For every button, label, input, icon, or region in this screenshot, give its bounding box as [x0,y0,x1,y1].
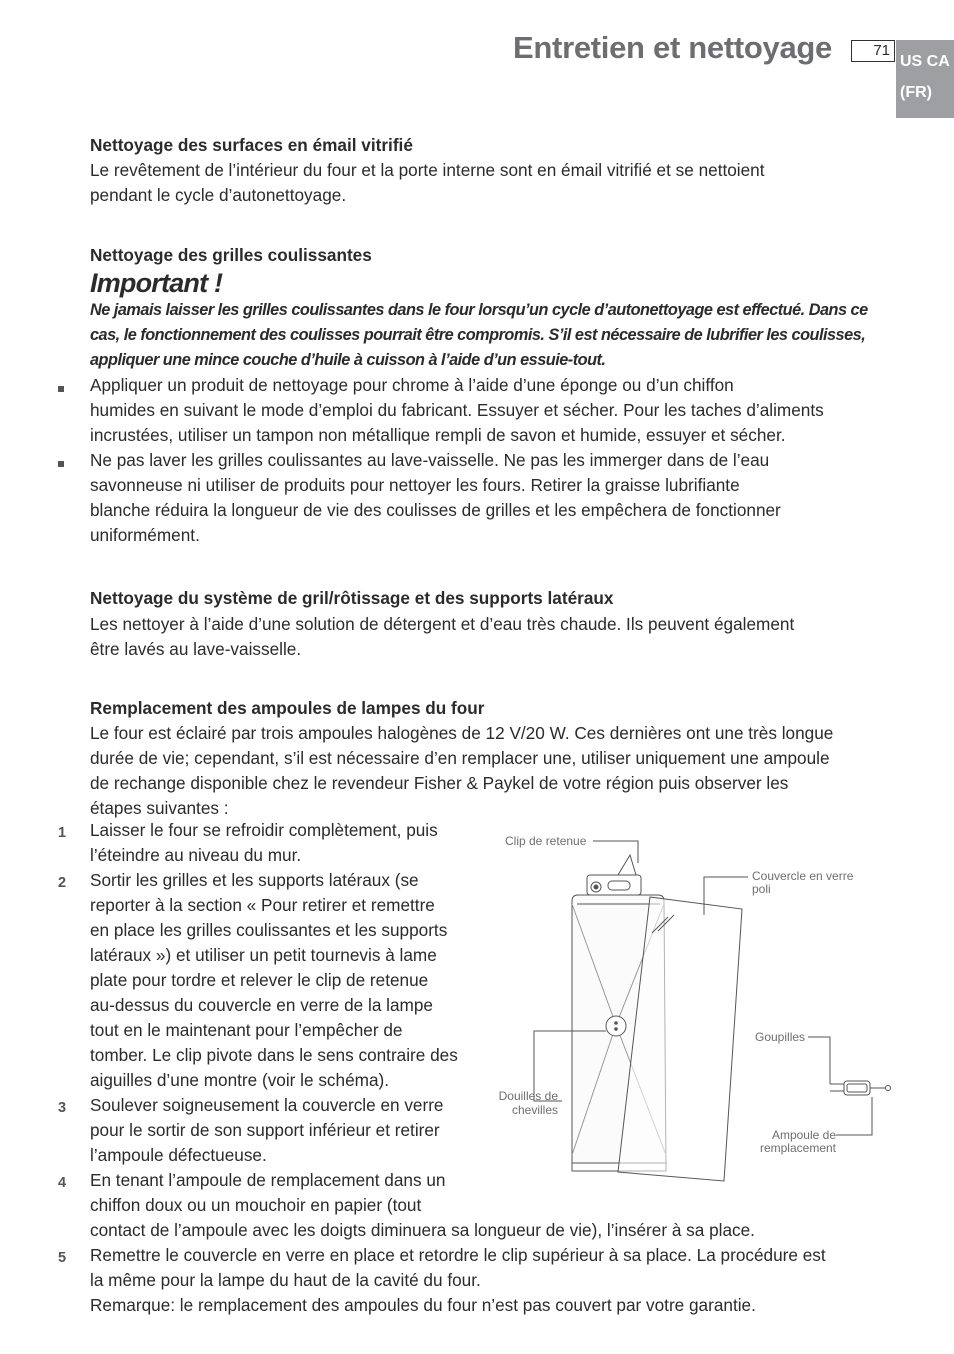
step-text-line: tout en le maintenant pour l’empêcher de [90,1020,403,1040]
bullet-text-line: incrustées, utiliser un tampon non métallique rempli de savon et humide, essuyer et sécher. [90,425,786,445]
page-number: 71 [851,40,895,62]
step-text-line: Soulever soigneusement la couvercle en verre [90,1095,444,1115]
retaining-clip-lever [618,855,636,875]
step-number: 2 [58,875,67,891]
label-glass-cover: Couvercle en verre [752,869,854,883]
step-number: 3 [58,1100,67,1116]
socket-pinhole [606,1016,626,1036]
bullet-marker [58,386,64,392]
enamel-heading: Nettoyage des surfaces en émail vitrifié [90,135,413,155]
bullet-text-line: blanche réduira la longueur de vie des coulisses de grilles et les empêchera de fonctionner [90,500,781,520]
step-text-line: Remarque: le remplacement des ampoules du four n’est pas couvert par votre garantie. [90,1295,756,1315]
step-text-line: l’éteindre au niveau du mur. [90,845,302,865]
step-text-line: chiffon doux ou un mouchoir en papier (tout [90,1195,422,1215]
step-text-line: tomber. Le clip pivote dans le sens contraire des [90,1045,458,1065]
enamel-text-line: pendant le cycle d’autonettoyage. [90,185,347,205]
bullet-text-line: Ne pas laver les grilles coulissantes au lave-vaisselle. Ne pas les immerger dans de l’eau [90,450,770,470]
grill-text-line: être lavés au lave-vaisselle. [90,639,302,659]
bullet-text-line: Appliquer un produit de nettoyage pour chrome à l’aide d’une éponge ou d’un chiffon [90,375,734,395]
bulbs-heading: Remplacement des ampoules de lampes du four [90,698,485,718]
label-replacement-bulb: Ampoule de [771,1128,836,1142]
bullet-text-line: savonneuse ni utiliser de produits pour nettoyer les fours. Retirer la graisse lubrifiante [90,475,740,495]
step-number: 5 [58,1250,67,1266]
label-retaining-clip: Clip de retenue [505,834,587,848]
step-text-line: au-dessus du couvercle en verre de la lampe [90,995,433,1015]
racks-heading: Nettoyage des grilles coulissantes [90,245,372,265]
bullet-text-line: uniformément. [90,525,200,545]
language-label: (FR) [900,84,932,101]
label-replacement-bulb: remplacement [759,1141,836,1155]
bulbs-text-line: Le four est éclairé par trois ampoules halogènes de 12 V/20 W. Ces dernières ont une très longue [90,723,834,743]
label-glass-cover: poli [752,882,771,896]
bulbs-text-line: de rechange disponible chez le revendeur Fisher & Paykel de votre région puis observer les [90,773,789,793]
important-title: Important ! [90,268,223,298]
label-sockets: chevilles [511,1103,558,1117]
enamel-text-line: Le revêtement de l’intérieur du four et la porte interne sont en émail vitrifié et se nettoient [90,160,765,180]
grill-text-line: Les nettoyer à l’aide d’une solution de détergent et d’eau très chaude. Ils peuvent également [90,614,795,634]
step-text-line: contact de l’ampoule avec les doigts diminuera sa longueur de vie), l’insérer à sa place. [90,1220,755,1240]
bulbs-text-line: étapes suivantes : [90,798,229,818]
replacement-bulb [844,1081,870,1095]
important-text-line: appliquer une mince couche d’huile à cuisson à l’aide d’un essuie-tout. [90,351,606,369]
page-title: Entretien et nettoyage [513,30,832,65]
grill-heading: Nettoyage du système de gril/rôtissage et des supports latéraux [90,588,614,608]
bullet-text-line: humides en suivant le mode d’emploi du fabricant. Essuyer et sécher. Pour les taches d’aliments [90,400,824,420]
step-text-line: aiguilles d’une montre (voir le schéma). [90,1070,390,1090]
step-text-line: Remettre le couvercle en verre en place et retordre le clip supérieur à sa place. La procédure est [90,1245,826,1265]
step-text-line: latéraux ») et utiliser un petit tournevis à lame [90,945,437,965]
step-text-line: la même pour la lampe du haut de la cavité du four. [90,1270,481,1290]
important-text-line: cas, le fonctionnement des coulisses pourrait être compromis. S’il est nécessaire de lubrifier les coulisses, [90,326,866,344]
step-text-line: En tenant l’ampoule de remplacement dans un [90,1170,446,1190]
step-text-line: reporter à la section « Pour retirer et remettre [90,895,435,915]
region-label: US CA [900,53,950,70]
step-text-line: Sortir les grilles et les supports latéraux (se [90,870,419,890]
step-text-line: en place les grilles coulissantes et les supports [90,920,448,940]
label-sockets: Douilles de [498,1089,558,1103]
bullet-marker [58,461,64,467]
step-text-line: pour le sortir de son support inférieur et retirer [90,1120,440,1140]
bulbs-text-line: durée de vie; cependant, s’il est nécessaire d’en remplacer une, utiliser uniquement une ampoule [90,748,830,768]
important-text-line: Ne jamais laisser les grilles coulissantes dans le four lorsqu’un cycle d’autonettoyage est effectué. Dans ce [90,301,868,319]
step-number: 1 [58,825,67,841]
step-text-line: plate pour tordre et relever le clip de retenue [90,970,429,990]
region-tab [896,40,954,118]
step-number: 4 [58,1175,67,1191]
label-pins: Goupilles [755,1030,806,1044]
step-text-line: l’ampoule défectueuse. [90,1145,267,1165]
lamp-assembly-diagram [490,825,910,1195]
step-text-line: Laisser le four se refroidir complètement, puis [90,820,438,840]
